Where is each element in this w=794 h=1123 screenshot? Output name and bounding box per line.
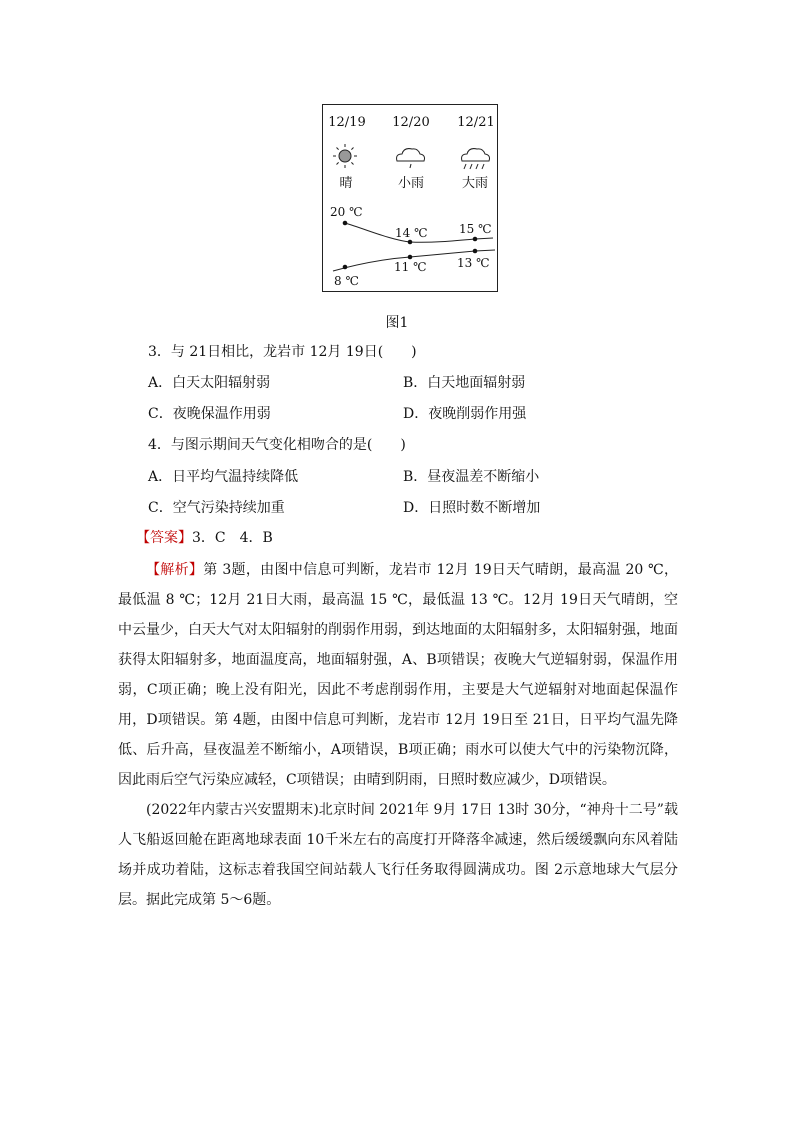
- intro-text: (2022年内蒙古兴安盟期末)北京时间 2021年 9月 17日 13时 30分，“神舟十二号”载人飞船返回舱在距离地球表面 10千米左右的高度打开降落伞减速，然后缓缓飘向东风着陆场并成功着陆，这标志着我国空间站载人飞行任务取得圆满成功。图 2示意地球大气层分层。据此完成第 5～6题。: [118, 802, 678, 908]
- low-temp-point-2: [408, 255, 413, 260]
- low-temp-point-3: [473, 249, 478, 254]
- analysis-text: 第 3题，由图中信息可判断，龙岩市 12月 19日天气晴朗，最高温 20 ℃，最低温 8 ℃；12月 21日大雨，最高温 15 ℃，最低温 13 ℃。12月 19日天气晴朗，空中云量少，白天大气对太阳辐射的削弱作用弱，到达地面的太阳辐射多，太阳辐射强，地面获得太阳辐射多，地面温度高，地面辐射强，A、B项错误；夜晚大气逆辐射弱，保温作用弱，C项正确；晚上没有阳光，因此不考虑削弱作用，主要是大气逆辐射对地面起保温作用，D项错误。第 4题，由图中信息可判断，龙岩市 12月 19日至 21日，日平均气温先降低、后升高，昼夜温差不断缩小，A项错误，B项正确；雨水可以使大气中的污染物沉降，因此雨后空气污染应减轻，C项错误；由晴到阴雨，日照时数应减少，D项错误。: [118, 562, 679, 788]
- date-label-3: 12/21: [457, 115, 495, 130]
- answer-text: 3．C 4．B: [192, 530, 273, 546]
- answer-line: [136, 528, 273, 548]
- high-temp-point-3: [473, 237, 478, 242]
- weather-label-3: 大雨: [461, 176, 489, 191]
- q4-option-b: B．昼夜温差不断缩小: [403, 469, 540, 485]
- low-temp-point-1: [343, 265, 348, 270]
- low-temp-label-2: 11 ℃: [394, 260, 427, 274]
- date-label-2: 12/20: [392, 115, 430, 130]
- high-temp-label-2: 14 ℃: [395, 226, 428, 240]
- q3-stem: 3．与 21日相比，龙岩市 12月 19日( ): [148, 344, 417, 360]
- high-temp-label-3: 15 ℃: [459, 222, 492, 236]
- weather-label-2: 小雨: [397, 176, 425, 191]
- q3-option-b: B．白天地面辐射弱: [403, 375, 526, 391]
- weather-label-1: 晴: [339, 176, 353, 191]
- figure-caption: 图1: [385, 315, 409, 331]
- analysis-tag: 【解析】: [146, 562, 204, 578]
- q4-option-a: A．日平均气温持续降低: [148, 469, 299, 485]
- high-temp-point-2: [408, 240, 413, 245]
- low-temp-label-1: 8 ℃: [334, 274, 359, 288]
- q3-option-a: A．白天太阳辐射弱: [148, 375, 271, 391]
- low-temp-label-3: 13 ℃: [457, 256, 490, 270]
- high-temp-point-1: [343, 221, 348, 226]
- high-temp-label-1: 20 ℃: [330, 205, 363, 219]
- q3-option-c: C．夜晚保温作用弱: [148, 406, 271, 422]
- q4-option-d: D．日照时数不断增加: [403, 500, 541, 516]
- intro-paragraph: [118, 795, 678, 915]
- analysis-paragraph: [118, 555, 678, 795]
- light-rain-icon: [397, 149, 425, 168]
- sun-icon: [333, 144, 357, 168]
- weather-forecast-figure: [322, 104, 498, 292]
- heavy-rain-icon: [462, 149, 490, 169]
- q3-option-d: D．夜晚削弱作用强: [403, 406, 527, 422]
- date-label-1: 12/19: [328, 115, 366, 130]
- q4-option-c: C．空气污染持续加重: [148, 500, 285, 516]
- answer-tag: 【答案】: [136, 530, 192, 546]
- q4-stem: 4．与图示期间天气变化相吻合的是( ): [148, 437, 406, 453]
- weather-figure-svg: [323, 105, 499, 293]
